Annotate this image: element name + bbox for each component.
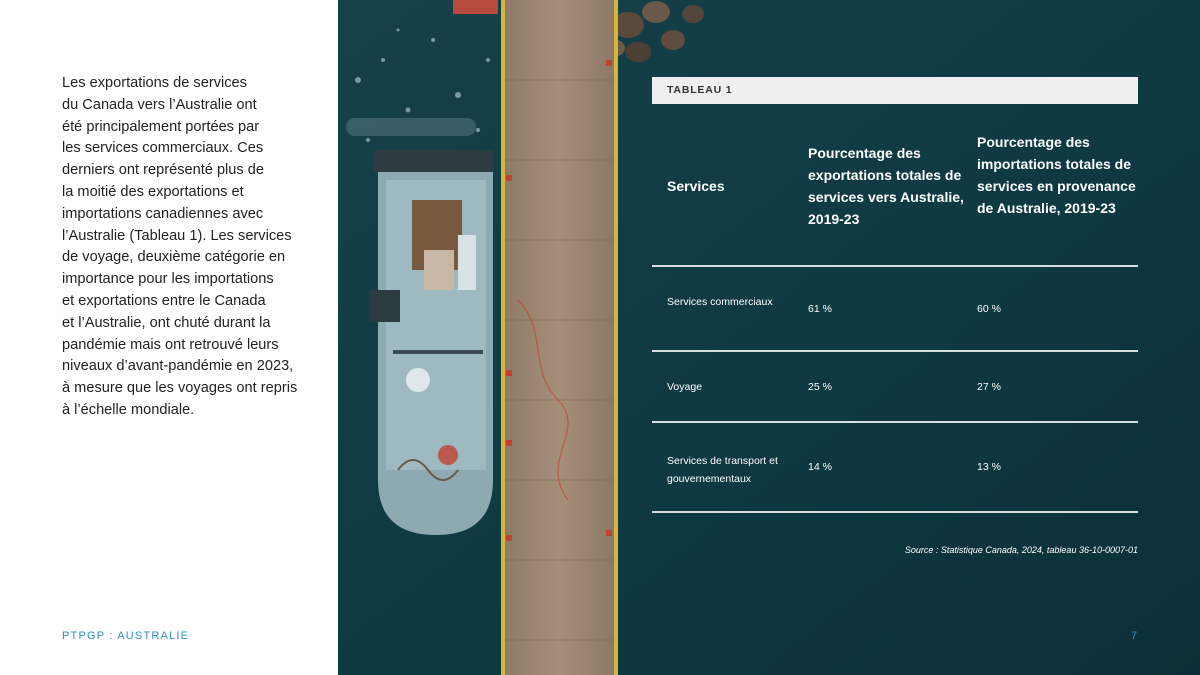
intro-line: les services commerciaux. Ces: [62, 140, 264, 157]
intro-line: la moitié des exportations et: [62, 183, 244, 200]
row-service: Services commerciaux: [667, 296, 773, 308]
table-rule: [652, 511, 1138, 513]
intro-line: été principalement portées par: [62, 118, 260, 135]
table-rule: [652, 265, 1138, 267]
row-exports: 14 %: [808, 461, 832, 473]
header-imports: Pourcentage des importations totales de services en provenance de Australie, 2019-23: [977, 134, 1136, 216]
footer-label: PTPGP : AUSTRALIE: [62, 630, 190, 642]
intro-line: importations canadiennes avec: [62, 205, 264, 222]
intro-line: pandémie mais ont retrouvé leurs: [62, 336, 279, 353]
table-title: TABLEAU 1: [667, 84, 733, 96]
table-rule: [652, 350, 1138, 352]
small-boat: [453, 0, 498, 14]
intro-line: à l’échelle mondiale.: [62, 401, 195, 418]
intro-line: du Canada vers l’Australie ont: [62, 96, 257, 113]
row-imports: 13 %: [977, 461, 1001, 473]
pier: [503, 0, 616, 675]
intro-line: de voyage, deuxième catégorie en: [62, 249, 286, 266]
pier-edge-left: [501, 0, 505, 675]
intro-paragraph: [62, 73, 312, 422]
header-exports: Pourcentage des exportations totales de services vers Australie, 2019-23: [808, 145, 964, 227]
intro-line: importance pour les importations: [62, 271, 274, 288]
intro-line: Les exportations de services: [62, 75, 247, 91]
intro-line: et l’Australie, ont chuté durant la: [62, 314, 271, 331]
table-title-bar: [652, 77, 1138, 104]
text-panel: [0, 0, 338, 675]
page-number: 7: [1131, 630, 1138, 642]
row-exports: 61 %: [808, 303, 832, 315]
header-services: Services: [667, 178, 725, 194]
row-service: Voyage: [667, 381, 703, 393]
row-exports: 25 %: [808, 381, 832, 393]
table-rule: [652, 421, 1138, 423]
pier-edge-right: [614, 0, 618, 675]
intro-line: niveaux d’avant-pandémie en 2023,: [62, 358, 294, 375]
intro-line: l’Australie (Tableau 1). Les services: [62, 227, 292, 244]
row-imports: 27 %: [977, 381, 1001, 393]
row-service: Services de transport et gouvernementaux: [667, 455, 778, 485]
intro-line: et exportations entre le Canada: [62, 292, 266, 309]
fishing-boat: [370, 150, 494, 535]
row-imports: 60 %: [977, 303, 1001, 315]
table-source: Source : Statistique Canada, 2024, tableau 36-10-0007-01: [904, 545, 1138, 555]
intro-line: à mesure que les voyages ont repris: [62, 380, 298, 397]
intro-line: derniers ont représenté plus de: [62, 162, 265, 179]
